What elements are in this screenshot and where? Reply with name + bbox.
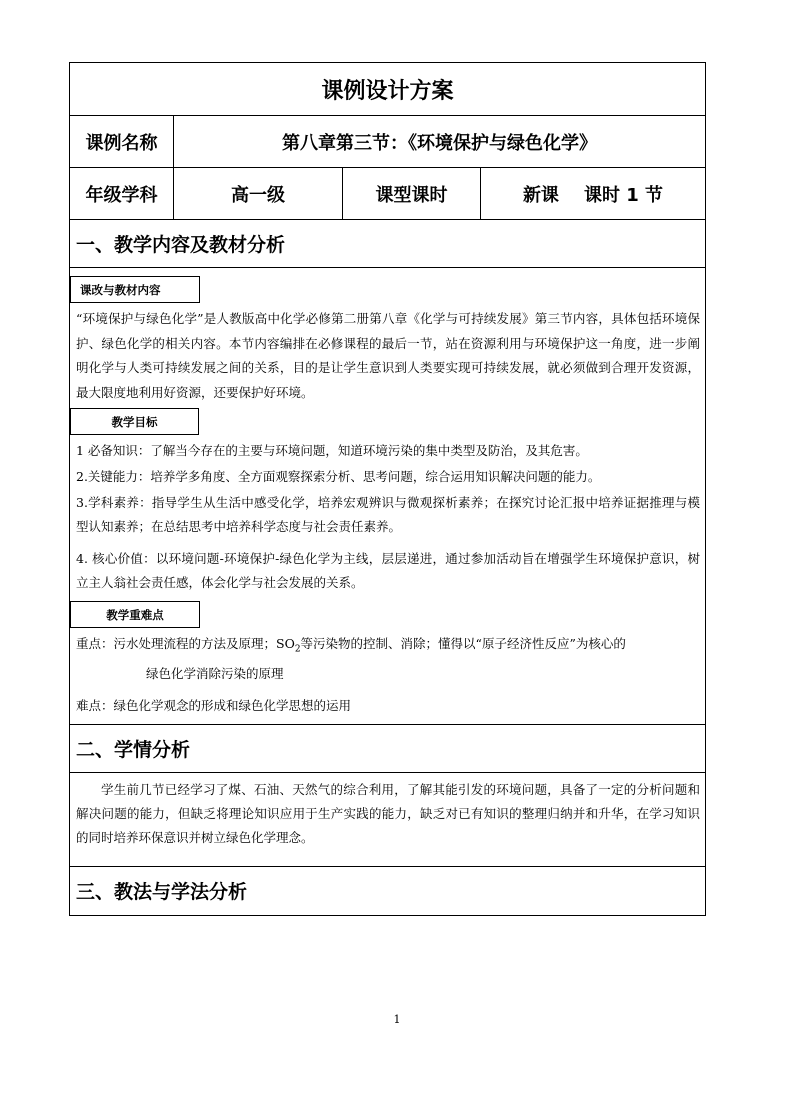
teaching-goals-tag: 教学目标 [70,408,199,435]
key-points-tag: 教学重难点 [70,601,200,628]
goal-3: 3.学科素养：指导学生从生活中感受化学，培养宏观辨识与微观探析素养；在探究讨论汇报中培养证据推理与模型认知素养；在总结思考中培养科学态度与社会责任素养。 [76,495,700,534]
section2-content [70,773,705,867]
course-name-label: 课例名称 [70,116,174,167]
goal-2: 2.关键能力：培养学多角度、全方面观察探索分析、思考问题，综合运用知识解决问题的能力。 [76,469,601,484]
section2-heading: 二、学情分析 [70,725,705,773]
key-point-part-b: 等污染物的控制、消除；懂得以“原子经济性反应”为核心的 [300,636,626,651]
key-point-continuation: 绿色化学消除污染的原理 [146,665,284,681]
course-name-value: 第八章第三节：《环境保护与绿色化学》 [282,132,597,154]
goal-4: 4. 核心价值：以环境问题-环境保护-绿色化学为主线，层层递进，通过参加活动旨在增强学生环境保护意识，树立主人翁社会责任感，体会化学与社会发展的关系。 [76,551,700,590]
goal-1: 1 必备知识：了解当今存在的主要与环境问题，知道环境污染的集中类型及防治，及其危害。 [76,443,588,458]
section1-heading: 一、教学内容及教材分析 [70,220,705,268]
lesson-plan-table [69,62,706,916]
key-point-text [76,632,700,662]
difficult-point-text: 难点：绿色化学观念的形成和绿色化学思想的运用 [76,697,352,713]
section1-content [70,268,705,725]
section3-heading: 三、教法与学法分析 [76,881,248,903]
grade-label: 年级学科 [70,168,174,219]
grade-value: 高一级 [174,168,343,219]
student-analysis-text: 学生前几节已经学习了煤、石油、天然气的综合利用，了解其能引发的环境问题，具备了一定的分析问题和解决问题的能力，但缺乏将理论知识应用于生产实践的能力，缺乏对已有知识的整理归纳并和升华，在学习知识的同时培养环保意识并树立绿色化学理念。 [76,781,700,845]
page-number: 1 [393,1013,401,1026]
course-name-row [70,116,705,168]
document-title: 课例设计方案 [70,63,705,116]
curriculum-content-text: “环境保护与绿色化学”是人教版高中化学必修第二册第八章《化学与可持续发展》第三节内容，具体包括环境保护、绿色化学的相关内容。本节内容编排在必修课程的最后一节，站在资源利用与环境保护这一角度，进一步阐明化学与人类可持续发展之间的关系，目的是让学生意识到人类要实现可持续发展，就必须做到合理开发资源，最大限度地利用好资源，还要保护好环境。 [76,311,700,400]
grade-row [70,168,705,220]
key-point-part-a: 重点：污水处理流程的方法及原理；SO [76,636,295,651]
lesson-type-value: 新课 课时 1 节 [522,184,664,206]
lesson-type-label: 课型课时 [343,168,481,219]
curriculum-content-tag: 课改与教材内容 [70,276,200,303]
key-point-subscript: 2 [294,644,301,655]
